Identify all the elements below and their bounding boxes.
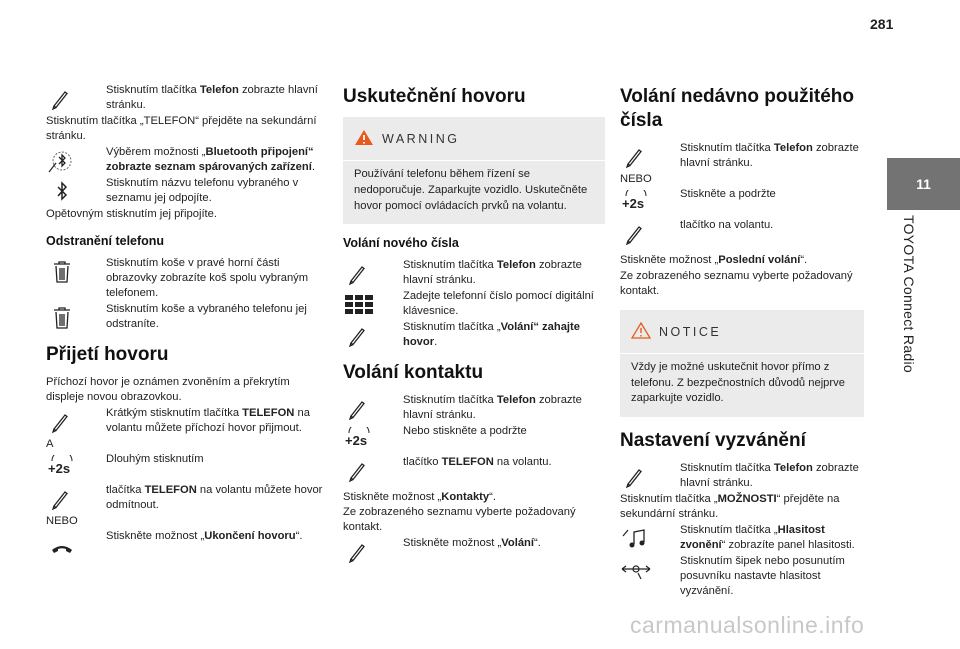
- pen-icon: [343, 323, 375, 349]
- step-ring-volume: Stisknutím tlačítka „Hlasitost zvonění“ zobrazíte panel hlasitosti.: [620, 523, 864, 554]
- step-trash-2: Stisknutím koše a vybraného telefonu jej odstraníte.: [46, 302, 328, 333]
- step-trash-1: Stisknutím koše v pravé horní části obrazovky zobrazíte koš spolu vybraným telefonem.: [46, 256, 328, 302]
- step-disconnect: Stisknutím názvu telefonu vybraného v seznamu jej odpojíte.: [46, 176, 328, 207]
- pen-icon: [620, 221, 652, 247]
- column-1: [46, 83, 328, 560]
- pen-icon: [620, 464, 652, 490]
- heading-recent-number: Volání nedávno použitého čísla: [620, 86, 854, 131]
- slider-arrows-icon: [620, 557, 652, 583]
- step-reject: tlačítka TELEFON na volantu můžete hovor odmítnout.: [46, 483, 328, 514]
- notice-box: [620, 310, 864, 417]
- warning-box: [343, 117, 605, 224]
- paragraph: A: [46, 437, 54, 450]
- step-phone-home: Stisknutím tlačítka Telefon zobrazte hlavní stránku.: [620, 141, 864, 172]
- step-volume-slider: Stisknutím šipek nebo posunutím posuvníku nastavte hlasitost vyzvánění.: [620, 554, 864, 600]
- watermark: carmanualsonline.info: [630, 612, 865, 638]
- chapter-tab-number: 11: [916, 176, 931, 192]
- pen-icon: [620, 144, 652, 170]
- step-phone-home: Stisknutím tlačítka Telefon zobrazte hlavní stránku.: [620, 461, 864, 492]
- pen-icon: [343, 261, 375, 287]
- step-phone-home: Stisknutím tlačítka Telefon zobrazte hlavní stránku.: [343, 258, 605, 289]
- hold-2s-icon: [620, 190, 652, 216]
- hang-up-icon: [46, 532, 78, 558]
- heading-ringtone-settings: Nastavení vyzvánění: [620, 429, 806, 451]
- warning-title: WARNING: [382, 132, 460, 146]
- paragraph: Ze zobrazeného seznamu vyberte požadovaný kontakt.: [620, 269, 853, 298]
- pen-icon: [343, 458, 375, 484]
- trash-icon: [46, 305, 78, 331]
- paragraph: Stisknutím tlačítka „TELEFON“ přejděte na sekundární stránku.: [46, 115, 317, 143]
- bluetooth-pen-icon: [46, 148, 78, 174]
- column-3: [620, 83, 864, 600]
- bluetooth-icon: [46, 179, 78, 205]
- notice-title: NOTICE: [659, 324, 722, 339]
- pen-icon: [46, 409, 78, 435]
- paragraph: Stiskněte možnost „Poslední volání“.: [620, 254, 808, 267]
- paragraph: NEBO: [620, 173, 652, 185]
- column-2: [343, 83, 605, 567]
- pen-icon: [343, 396, 375, 422]
- trash-icon: [46, 259, 78, 285]
- hold-2s-icon: [343, 427, 375, 453]
- pen-icon: [46, 486, 78, 512]
- warning-text: Používání telefonu během řízení se nedoporučuje. Zaparkujte vozidlo. Uskutečněte hovor pomocí ovládacích prvků na volantu.: [354, 168, 588, 212]
- warning-triangle-icon: [354, 129, 374, 150]
- svg-text:+2s: +2s: [622, 196, 645, 212]
- chapter-tab: [887, 158, 960, 210]
- step-hold: +2s Stiskněte a podržte: [620, 187, 864, 218]
- paragraph: Opětovným stisknutím jej připojíte.: [46, 207, 217, 220]
- step-end-call: Stiskněte možnost „Ukončení hovoru“.: [46, 529, 328, 560]
- step-bluetooth: Výběrem možnosti „Bluetooth připojení“ zobrazte seznam spárovaných zařízení.: [46, 145, 328, 176]
- heading-call-contact: Volání kontaktu: [343, 361, 484, 383]
- notice-text: Vždy je možné uskutečnit hovor přímo z telefonu. Z bezpečnostních důvodů nejprve zaparkujte vozidlo.: [631, 361, 845, 405]
- step-phone-home: Stisknutím tlačítka Telefon zobrazte hlavní stránku.: [343, 393, 605, 424]
- paragraph: Stisknutím tlačítka „MOŽNOSTI“ přejděte na sekundární stránku.: [620, 492, 840, 521]
- step-phone-home: Stisknutím tlačítka Telefon zobrazte hlavní stránku.: [46, 83, 328, 114]
- paragraph: Ze zobrazeného seznamu vyberte požadovaný kontakt.: [343, 506, 576, 534]
- step-keypad: Zadejte telefonní číslo pomocí digitální klávesnice.: [343, 289, 605, 320]
- step-wheel-button: tlačítko TELEFON na volantu.: [343, 455, 605, 486]
- notice-triangle-icon: [631, 322, 651, 343]
- step-call-contact: Stiskněte možnost „Volání“.: [343, 536, 605, 567]
- hold-2s-icon: [46, 455, 78, 481]
- step-wheel-button: tlačítko na volantu.: [620, 218, 864, 249]
- step-hold: +2s Nebo stiskněte a podržte: [343, 424, 605, 455]
- step-long-press: +2s Dlouhým stisknutím: [46, 452, 328, 483]
- step-call: Stisknutím tlačítka „Volání“ zahajte hovor.: [343, 320, 605, 351]
- music-note-pen-icon: [620, 526, 652, 552]
- page-number: 281: [870, 16, 894, 32]
- paragraph: Stiskněte možnost „Kontakty“.: [343, 490, 496, 503]
- heading-make-call: Uskutečnění hovoru: [343, 86, 526, 107]
- pen-icon: [343, 539, 375, 565]
- keypad-icon: [343, 292, 375, 318]
- svg-text:+2s: +2s: [345, 432, 368, 448]
- heading-receive-call: Přijetí hovoru: [46, 343, 169, 365]
- pen-icon: [46, 86, 78, 112]
- svg-text:+2s: +2s: [48, 461, 71, 477]
- chapter-side-label: TOYOTA Connect Radio: [901, 215, 917, 373]
- heading-remove-phone: Odstranění telefonu: [46, 234, 165, 249]
- paragraph: Příchozí hovor je oznámen zvoněním a překrytím displeje novou obrazovkou.: [46, 375, 290, 404]
- step-accept: Krátkým stisknutím tlačítka TELEFON na volantu můžete příchozí hovor přijmout.: [46, 406, 328, 437]
- heading-new-number: Volání nového čísla: [343, 236, 459, 251]
- paragraph: NEBO: [46, 515, 78, 528]
